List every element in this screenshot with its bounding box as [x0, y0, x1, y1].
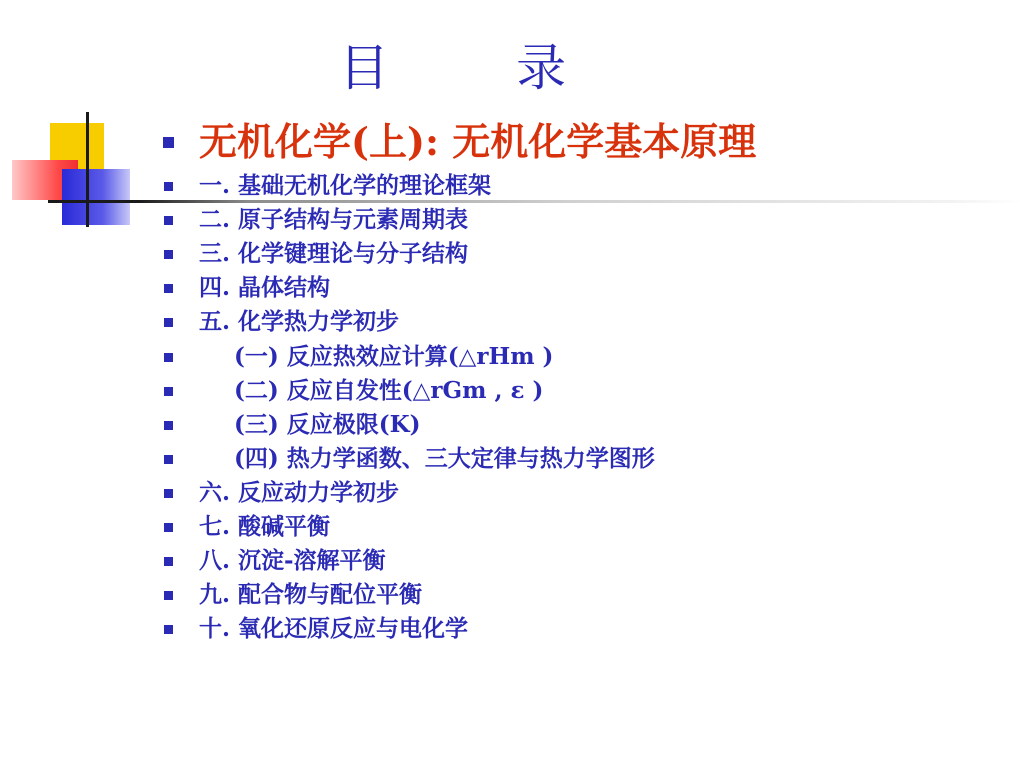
bullet-icon [164, 250, 173, 259]
bullet-icon [164, 591, 173, 600]
toc-item-text: (四) 热力学函数、三大定律与热力学图形 [234, 445, 655, 472]
toc-item-text: 四. 晶体结构 [199, 274, 331, 301]
decoration-horizontal-line [48, 200, 1023, 203]
decoration-vertical-line [86, 112, 89, 227]
bullet-icon [164, 216, 173, 225]
bullet-icon [164, 489, 173, 498]
bullet-icon [164, 284, 173, 293]
toc-item-text: 九. 配合物与配位平衡 [199, 581, 423, 608]
toc-item-text: 二. 原子结构与元素周期表 [199, 206, 469, 233]
toc-item-text: (二) 反应自发性(△rGm , ε ) [234, 377, 544, 404]
toc-item-text: 三. 化学键理论与分子结构 [199, 240, 469, 267]
toc-item-text: (三) 反应极限(K) [234, 411, 421, 438]
toc-item-text: (一) 反应热效应计算(△rHm ) [234, 343, 554, 370]
bullet-icon [164, 625, 173, 634]
page-title: 目 录 [339, 39, 567, 97]
decoration-blue-square [62, 169, 130, 225]
toc-item-text: 五. 化学热力学初步 [199, 308, 400, 335]
bullet-icon [164, 455, 173, 464]
bullet-icon [164, 182, 173, 191]
bullet-icon [164, 318, 173, 327]
bullet-icon [164, 387, 173, 396]
toc-item-text: 无机化学(上): 无机化学基本原理 [199, 119, 757, 164]
bullet-icon [164, 353, 173, 362]
bullet-icon [164, 421, 173, 430]
bullet-icon [164, 557, 173, 566]
toc-item-text: 十. 氧化还原反应与电化学 [199, 615, 469, 642]
toc-item-text: 一. 基础无机化学的理论框架 [199, 172, 492, 199]
bullet-icon [163, 137, 174, 148]
toc-item-text: 七. 酸碱平衡 [199, 513, 331, 540]
toc-item-text: 八. 沉淀-溶解平衡 [199, 547, 386, 574]
bullet-icon [164, 523, 173, 532]
toc-item-text: 六. 反应动力学初步 [199, 479, 400, 506]
